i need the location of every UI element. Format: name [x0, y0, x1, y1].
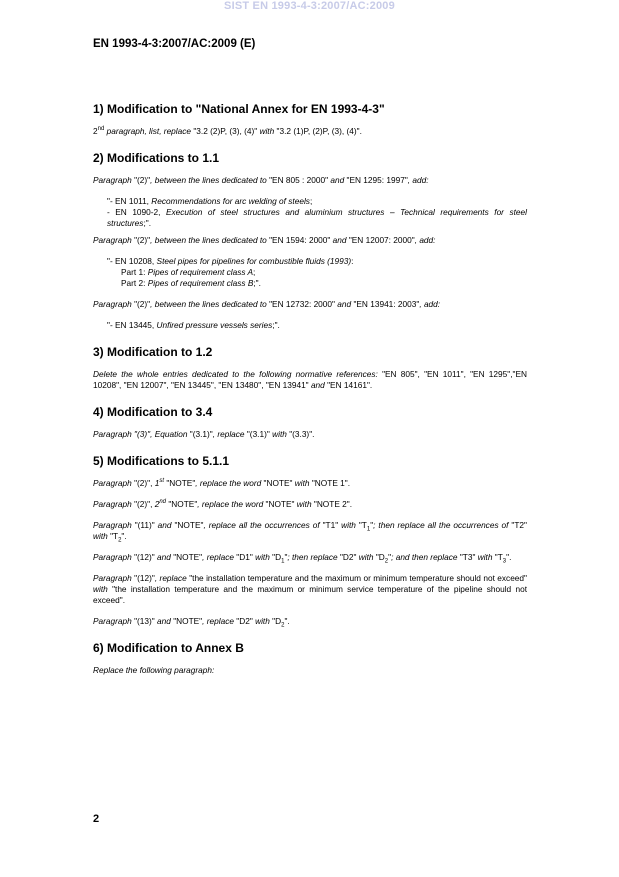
- heading-section-5: 5) Modifications to 5.1.1: [93, 454, 230, 468]
- list-item: "- EN 10208, Steel pipes for pipelines for combustible fluids (1993):: [107, 256, 354, 266]
- page-number: 2: [93, 813, 100, 825]
- list-item: Part 1: Pipes of requirement class A;: [121, 267, 256, 277]
- heading-section-6: 6) Modification to Annex B: [93, 641, 244, 655]
- paragraph: Paragraph "(3)", Equation "(3.1)", replace "(3.1)" with "(3.3)".: [93, 429, 315, 439]
- heading-section-3: 3) Modification to 1.2: [93, 345, 213, 359]
- heading-section-4: 4) Modification to 3.4: [93, 405, 213, 419]
- list-item: - EN 1090-2, Execution of steel structures and aluminium structures – Technical requirements for steel structures;".: [107, 207, 527, 228]
- paragraph: Paragraph "(2)", between the lines dedicated to "EN 1594: 2000" and "EN 12007: 2000", add:: [93, 235, 436, 245]
- paragraph: Replace the following paragraph:: [93, 665, 215, 675]
- list-item: "- EN 13445, Unfired pressure vessels series;".: [107, 320, 280, 330]
- heading-section-1: 1) Modification to "National Annex for EN 1993-4-3": [93, 102, 385, 116]
- heading-section-2: 2) Modifications to 1.1: [93, 151, 220, 165]
- paragraph: Paragraph "(11)" and "NOTE", replace all the occurrences of "T1" with "$T_1$"; then replace all the occurrences of "T2" with "$T_2$".: [93, 520, 527, 544]
- paragraph: Paragraph "(2)", between the lines dedicated to "EN 12732: 2000" and "EN 13941: 2003", add:: [93, 299, 441, 309]
- paragraph: Paragraph "(13)" and "NOTE", replace "D2" with "$D_2$".: [93, 616, 290, 629]
- paragraph: Paragraph "(12)", replace "the installation temperature and the maximum or minimum temperature should not exceed" with "the installation temperature and the maximum or minimum service temperature of the pipeline should not exceed".: [93, 573, 527, 605]
- document-id: EN 1993-4-3:2007/AC:2009 (E): [93, 38, 256, 50]
- page-content: [93, 88, 527, 686]
- paragraph: Paragraph "(12)" and "NOTE", replace "D1" with "$D_1$"; then replace "D2" with "$D_2$"; and then replace "T3" with "$T_3$".: [93, 552, 512, 565]
- paragraph: Paragraph "(2)", 2nd "NOTE", replace the word "NOTE" with "NOTE 2".: [93, 499, 353, 509]
- paragraph: 2nd paragraph, list, replace "3.2 (2)P, (3), (4)" with "3.2 (1)P, (2)P, (3), (4)".: [93, 126, 362, 136]
- list-item: Part 2: Pipes of requirement class B;".: [121, 278, 261, 288]
- paragraph: Paragraph "(2)", 1st "NOTE", replace the word "NOTE" with "NOTE 1".: [93, 478, 351, 488]
- paragraph: Paragraph "(2)", between the lines dedicated to "EN 805 : 2000" and "EN 1295: 1997", add:: [93, 175, 429, 185]
- watermark: SIST EN 1993-4-3:2007/AC:2009: [224, 0, 395, 12]
- list-item: "- EN 1011, Recommendations for arc welding of steels;: [107, 196, 313, 206]
- paragraph: Delete the whole entries dedicated to the following normative references: "EN 805", "EN 1011", "EN 1295","EN 10208", "EN 12007", "EN 13445", "EN 13480", "EN 13941" and "EN 14161".: [93, 369, 527, 390]
